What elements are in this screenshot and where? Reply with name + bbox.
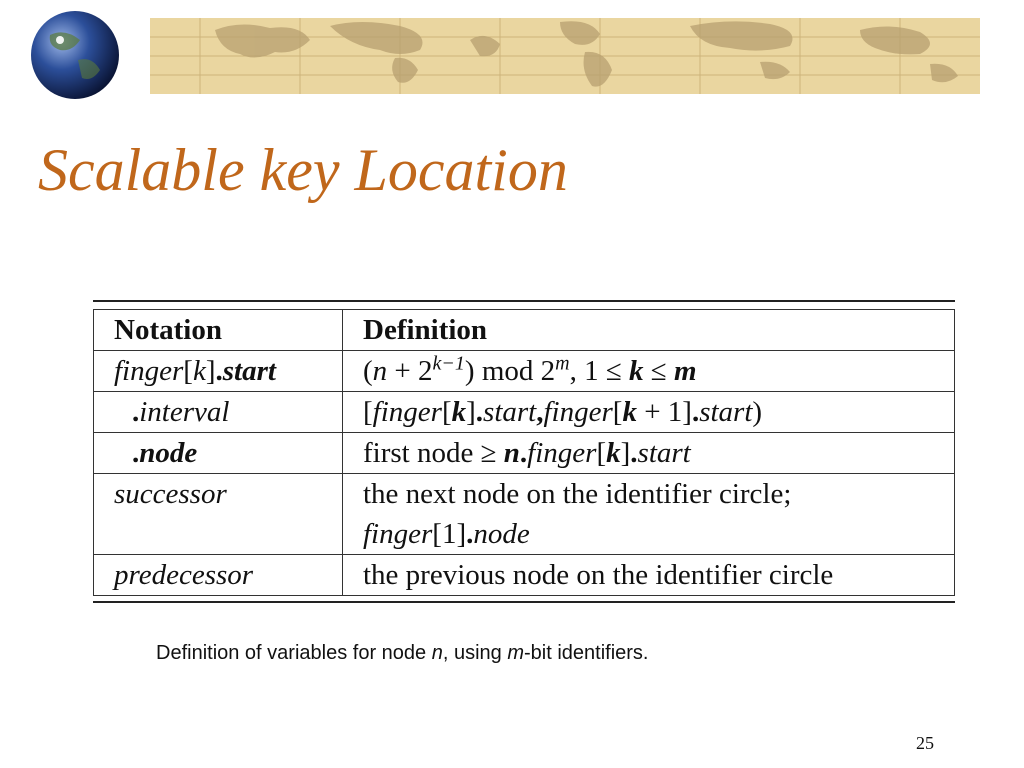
finger-word: finger — [527, 437, 597, 469]
table-row-node — [94, 433, 955, 474]
table-row-interval — [94, 392, 955, 433]
notation-predecessor: predecessor — [94, 555, 343, 596]
one: 1 — [584, 355, 599, 387]
definition-finger-start — [343, 351, 955, 392]
finger-word: finger — [363, 518, 433, 550]
field-start: start — [222, 355, 276, 387]
var-k: k — [606, 437, 621, 469]
caption-mid: , using — [442, 642, 508, 664]
successor-line-1: the next node on the identifier circle; — [363, 478, 792, 510]
caption-var-m: m — [507, 642, 524, 664]
field-start: start — [699, 396, 753, 428]
caption-post: -bit identifiers. — [524, 642, 649, 664]
one: 1 — [667, 396, 683, 428]
header-definition: Definition — [343, 310, 955, 351]
bracket-open: [ — [441, 396, 452, 428]
field-node: node — [473, 518, 530, 550]
dot: . — [475, 396, 484, 428]
table-header-row — [94, 310, 955, 351]
paren-open: ( — [363, 355, 373, 387]
page-number: 25 — [916, 733, 934, 753]
two: 2 — [418, 355, 433, 387]
globe-icon — [31, 11, 119, 99]
plus-sign: + — [387, 355, 419, 387]
dot: . — [691, 396, 700, 428]
dot: . — [132, 396, 140, 428]
one: 1 — [441, 518, 457, 550]
bracket-close: ] — [682, 396, 692, 428]
dot: . — [466, 518, 474, 550]
var-n: n — [503, 437, 520, 469]
definition-successor — [343, 474, 955, 555]
notation-interval — [94, 392, 343, 433]
exponent-m: m — [555, 352, 570, 375]
table-row-finger-start — [94, 351, 955, 392]
var-k: k — [451, 396, 467, 428]
finger-word: finger — [543, 396, 613, 428]
notation-node — [94, 433, 343, 474]
definition-interval — [343, 392, 955, 433]
dot: . — [519, 437, 528, 469]
caption-pre: Definition of variables for node — [156, 642, 432, 664]
field-start: start — [483, 396, 537, 428]
caption-var-n: n — [431, 642, 443, 664]
bracket-close: ] — [620, 437, 631, 469]
bracket-open: [ — [596, 437, 607, 469]
var-k: k — [629, 355, 644, 387]
header-notation: Notation — [94, 310, 343, 351]
index-k: k — [192, 355, 206, 387]
notation-table — [93, 309, 955, 596]
paren-close: ) — [752, 396, 763, 428]
notation-successor: successor — [94, 474, 343, 555]
notation-finger-start — [94, 351, 343, 392]
dot: . — [215, 355, 223, 387]
dot: . — [630, 437, 638, 469]
finger-word: finger — [114, 355, 184, 387]
comma: , — [569, 355, 585, 387]
two-power: 2 — [540, 355, 556, 387]
field-interval: interval — [139, 396, 230, 428]
dot: . — [132, 437, 140, 469]
first-node-text: first node — [363, 437, 481, 469]
var-k: k — [622, 396, 637, 428]
table-row-predecessor — [94, 555, 955, 596]
definition-predecessor: the previous node on the identifier circle — [343, 555, 955, 596]
le-sign: ≤ — [643, 355, 674, 387]
field-node: node — [139, 437, 198, 469]
bracket-open: [ — [432, 518, 442, 550]
bracket-close: ] — [456, 518, 467, 550]
comma: , — [536, 396, 544, 428]
var-n: n — [372, 355, 388, 387]
plus-sign: + — [636, 396, 668, 428]
ge-sign: ≥ — [480, 437, 504, 469]
bracket-close: ] — [205, 355, 216, 387]
finger-word: finger — [372, 396, 442, 428]
table-caption — [156, 642, 649, 665]
mod-word: mod — [474, 355, 541, 387]
table-row-successor — [94, 474, 955, 555]
successor-line-2 — [363, 514, 954, 554]
var-m: m — [673, 355, 697, 387]
paren-close: ) — [464, 355, 475, 387]
slide-title: Scalable key Location — [38, 137, 568, 203]
exponent-k-minus-1: k−1 — [432, 352, 465, 375]
world-map-banner — [0, 0, 1024, 110]
bracket-close: ] — [466, 396, 476, 428]
bracket-open: [ — [183, 355, 193, 387]
field-start: start — [637, 437, 691, 469]
bracket-open: [ — [612, 396, 623, 428]
le-sign: ≤ — [598, 355, 630, 387]
bracket-open: [ — [363, 396, 373, 428]
notation-table-frame — [93, 300, 955, 603]
definition-node — [343, 433, 955, 474]
